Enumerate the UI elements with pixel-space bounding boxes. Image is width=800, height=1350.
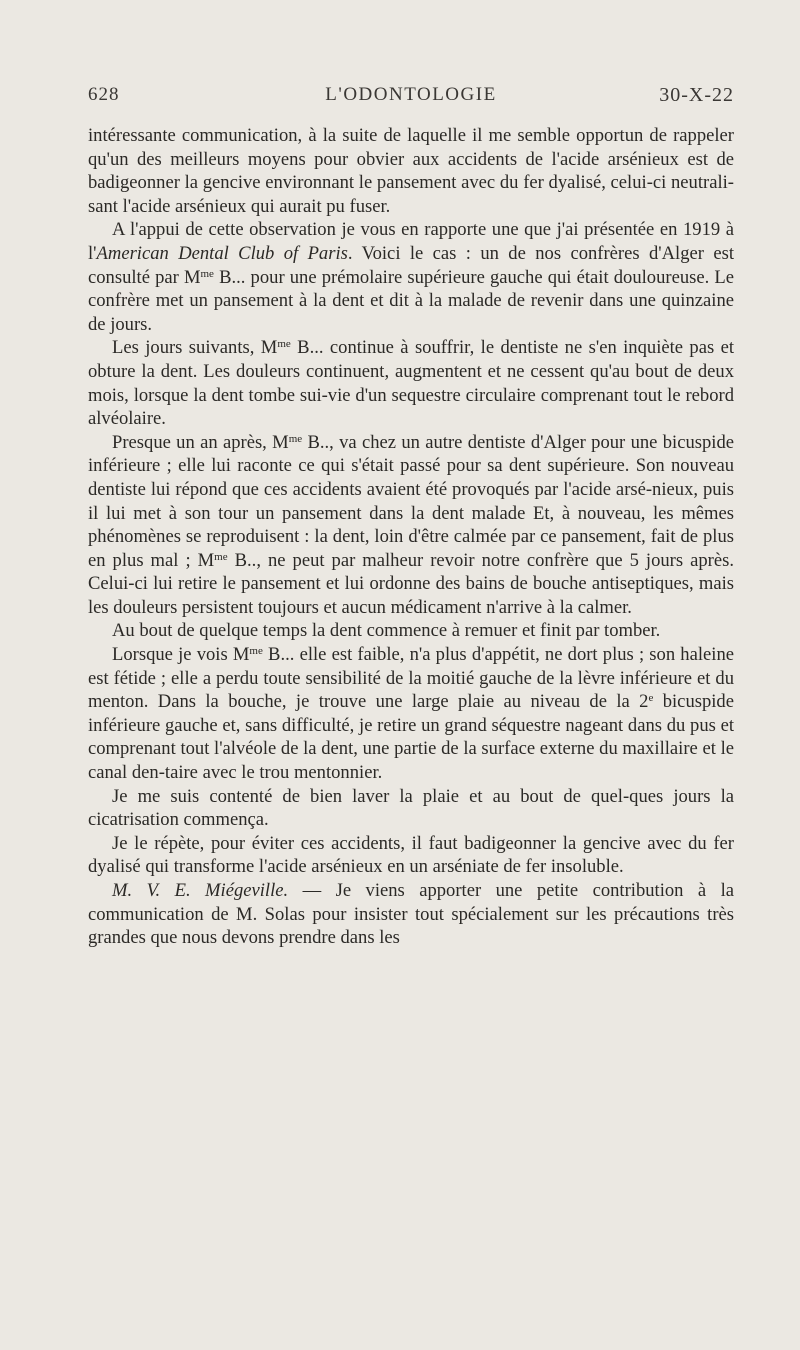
running-header: [88, 84, 734, 114]
paragraph-6: [88, 643, 734, 785]
paragraph-1: intéressante communication, à la suite de laquelle il me semble opportun de rappeler qu'un des meilleurs moyens pour obvier aux accidents de l'acide arsénieux est de badigeonner la gencive environnant le pansement avec du fer dyalisé, celui-ci neutrali-sant l'acide arsénieux qui aurait pu fuser.: [88, 125, 734, 217]
journal-title: L'ODONTOLOGIE: [325, 84, 497, 105]
superscript: me: [277, 338, 291, 351]
paragraph-4: [88, 431, 734, 620]
superscript: me: [214, 550, 228, 563]
paragraph-text: . Voici le cas : un de nos confrères d'Alger est consulté par M: [88, 242, 735, 288]
paragraph-text: — Je viens apporter une petite contribution à la communication de M. Solas pour insister tout spécialement sur les précautions très grandes que nous devons prendre dans les: [88, 880, 734, 949]
page-number: 628: [88, 84, 120, 105]
paragraph-text: Presque un an après, M: [112, 431, 289, 453]
speaker-name: M. V. E. Miégeville.: [112, 880, 289, 901]
superscript: e: [648, 692, 654, 705]
paragraph-7: Je me suis contenté de bien laver la plaie et au bout de quel-ques jours la cicatrisation commença.: [88, 785, 734, 831]
paragraph-8: Je le répète, pour éviter ces accidents, il faut badigeonner la gencive avec du fer dyalisé qui transforme l'acide arsénieux en un arséniate de fer insoluble.: [88, 832, 734, 878]
paragraph-text: B.., ne peut par malheur revoir notre confrère que 5 jours après. Celui-ci lui retire le pansement et lui ordonne des bains de bouche antiseptiques, mais les douleurs persistent toujours et aucun médicament n'arrive à la calmer.: [88, 549, 734, 618]
paragraph-5: Au bout de quelque temps la dent commence à remuer et finit par tomber.: [112, 620, 661, 642]
issue-date: 30-X-22: [659, 84, 734, 106]
paragraph-2: [88, 218, 734, 336]
article-body: [88, 124, 734, 950]
paragraph-9: [88, 879, 734, 950]
paragraph-text: B... pour une prémolaire supérieure gauche qui était douloureuse. Le confrère met un pansement à la dent et dit à la malade de revenir dans une quinzaine de jours.: [88, 266, 734, 335]
paragraph-text: bicuspide inférieure gauche et, sans difficulté, je retire un grand séquestre nageant dans du pus et comprenant tout l'alvéole de la dent, une partie de la surface externe du maxillaire et le canal den-taire avec le trou mentonnier.: [88, 691, 734, 784]
superscript: me: [249, 645, 263, 658]
paragraph-text: B... continue à souffrir, le dentiste ne s'en inquiète pas et obture la dent. Les douleurs continuent, augmentent et ne cessent qu'au bout de deux mois, lorsque la dent tombe sui-vie d'un sequestre circulaire comprenant tout le rebord alvéolaire.: [88, 337, 735, 430]
paragraph-text: Les jours suivants, M: [112, 337, 278, 359]
superscript: me: [200, 267, 214, 280]
paragraph-text: B... elle est faible, n'a plus d'appétit, ne dort plus ; son haleine est fétide ; elle a perdu toute sensibilité de la moitié gauche de la lèvre inférieure et du menton. Dans la bouche, je trouve une large plaie au niveau de la 2: [88, 644, 734, 713]
paragraph-3: [88, 336, 734, 430]
paragraph-text: A l'appui de cette observation je vous en rapporte une que j'ai présentée en 1919 à l': [88, 219, 734, 264]
superscript: me: [288, 432, 303, 445]
paragraph-text: B.., va chez un autre dentiste d'Alger pour une bicuspide inférieure ; elle lui raconte ce qui s'était passé pour sa dent supérieure. Son nouveau dentiste lui répond que ces accidents avaient été provoqués par l'acide arsé-nieux, puis il lui met à son tour un pansement dans la dent malade Et, à nouveau, les mêmes phénomènes se reproduisent : la dent, loin d'être calmée par ce pansement, fait de plus en plus mal ; M: [88, 431, 734, 571]
paragraph-text: Lorsque je vois M: [112, 644, 250, 666]
club-name: American Dental Club of Paris: [96, 242, 348, 264]
